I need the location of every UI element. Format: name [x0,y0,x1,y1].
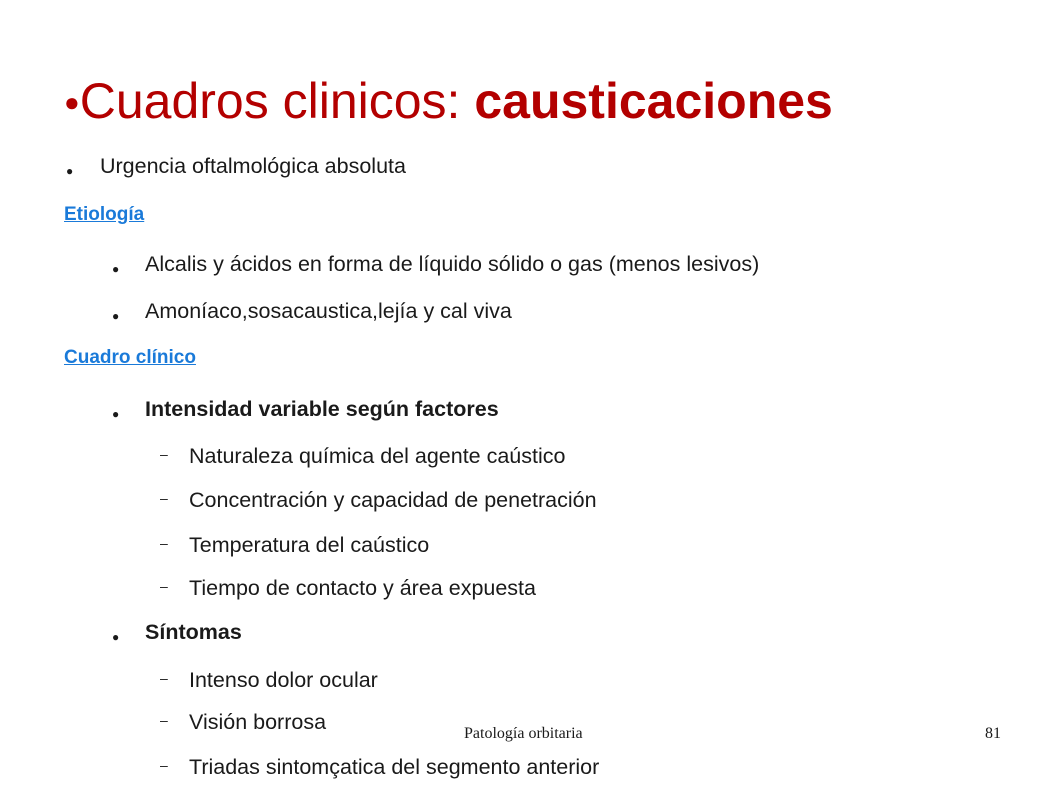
factor-item-3: Temperatura del caústico [189,533,430,557]
dash-icon: – [160,490,168,506]
page-number: 81 [985,725,1001,742]
sintoma-item-3: Triadas sintomçatica del segmento anterior [189,755,600,779]
dash-icon: – [160,446,168,462]
title-normal-text: Cuadros clinicos: [79,73,475,129]
factor-item-1: Naturaleza química del agente caústico [189,444,566,468]
section-cuadro-clinico-link[interactable]: Cuadro clínico [64,347,196,368]
bullet-icon: ● [112,309,120,323]
bullet-icon: ● [112,407,120,421]
etiologia-item-1: Alcalis y ácidos en forma de líquido sólido o gas (menos lesivos) [145,252,760,276]
bullet-icon: ● [66,164,74,178]
bullet-icon: ● [112,262,120,276]
dash-icon: – [160,757,168,773]
factor-item-2: Concentración y capacidad de penetración [189,488,597,512]
intro-text: Urgencia oftalmológica absoluta [100,154,406,178]
section-etiologia-link[interactable]: Etiología [64,204,145,225]
intensidad-label: Intensidad variable según factores [145,397,499,421]
dash-icon: – [160,535,168,551]
bullet-icon: ● [112,630,120,644]
sintomas-label: Síntomas [145,620,242,644]
title-bullet-icon: ● [64,86,80,117]
dash-icon: – [160,670,168,686]
slide-title [64,70,1054,136]
title-bold-text: causticaciones [474,73,833,129]
footer-title: Patología orbitaria [464,725,583,742]
dash-icon: – [160,578,168,594]
dash-icon: – [160,712,168,728]
sintoma-item-1: Intenso dolor ocular [189,668,378,692]
factor-item-4: Tiempo de contacto y área expuesta [189,576,536,600]
etiologia-item-2: Amoníaco,sosacaustica,lejía y cal viva [145,299,512,323]
sintoma-item-2: Visión borrosa [189,710,327,734]
